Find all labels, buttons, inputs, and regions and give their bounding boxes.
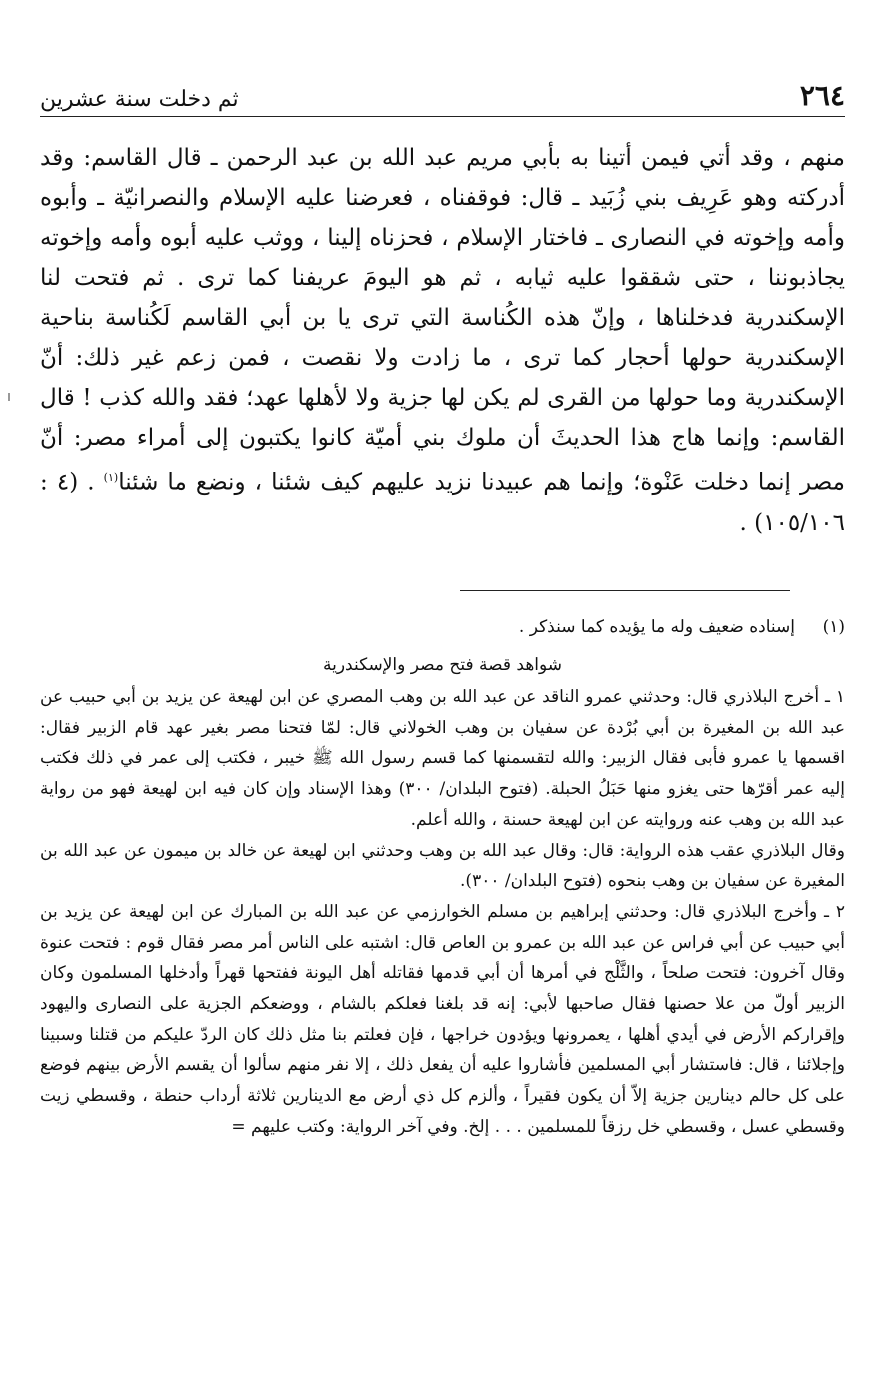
footnote-reference: (١) bbox=[103, 471, 119, 484]
footnote-mark: (١) bbox=[822, 617, 845, 637]
note-paragraph-2: وقال البلاذري عقب هذه الرواية: قال: وقال عبد الله بن وهب وحدثني ابن لهيعة عن خالد بن ميمون عن عبد الله بن المغيرة عن سفيان بن وهب بنحوه (فتوح البلدان/ ٣٠٠). bbox=[40, 840, 845, 892]
footnotes-area bbox=[40, 612, 845, 1143]
footnote-separator bbox=[460, 590, 790, 591]
note-paragraph-1: ١ ـ أخرج البلاذري قال: وحدثني عمرو الناقد عن عبد الله بن وهب المصري عن ابن لهيعة عن يزيد بن أبي حبيب عن عبد الله بن المغيرة بن أبي بُرْدة عن سفيان بن وهب الخولاني قال: لمّا فتحنا مصر بغير عهد قام الزبير فقال: اقسمها يا عمرو فأبى فقال الزبير: والله لتقسمنها كما قسم رسول الله ﷺ خيبر ، فكتب إلى عمر في ذلك فكتب إليه عمر أقرّها حتى يغزو منها حَبَلُ الحبلة. (فتوح البلدان/ ٣٠٠) وهذا الإسناد وإن كان فيه ابن لهيعة فهو من رواية عبد الله بن وهب عنه وروايته عن ابن لهيعة حسنة ، والله أعلم. bbox=[40, 687, 846, 830]
citation: . (٤ : ١٠٥/١٠٦) . bbox=[40, 469, 845, 536]
footnote-text: إسناده ضعيف وله ما يؤيده كما سنذكر . bbox=[518, 617, 795, 637]
footnote bbox=[40, 612, 845, 642]
main-text bbox=[40, 138, 845, 543]
page-header bbox=[40, 72, 845, 117]
running-title: ثم دخلت سنة عشرين bbox=[40, 87, 239, 112]
page-number: ٢٦٤ bbox=[799, 79, 845, 112]
section-title: شواهد قصة فتح مصر والإسكندرية bbox=[322, 655, 563, 675]
main-paragraph-text: منهم ، وقد أتي فيمن أتينا به بأبي مريم عبد الله بن عبد الرحمن ـ قال القاسم: وقد أدركته وهو عَرِيف بني زُبَيد ـ قال: فوقفناه ، فعرضنا عليه الإسلام والنصرانيّة ـ وأبوه وأمه وإخوته في النصارى ـ فاختار الإسلام ، فحزناه إلينا ، ووثب عليه أبوه وأمه وإخوته يجاذبوننا ، حتى شققوا عليه ثيابه ، ثم هو اليومَ عريفنا كما ترى . ثم فتحت لنا الإسكندرية فدخلناها ، وإنّ هذه الكُناسة التي ترى يا بن أبي القاسم لَكُناسة بناحية الإسكندرية حولها أحجار كما ترى ، ما زادت ولا نقصت ، فمن زعم غير ذلك: أنّ الإسكندرية وما حولها من القرى لم يكن لها جزية ولا لأهلها عهد؛ فقد والله كذب ! قال القاسم: وإنما هاج هذا الحديثَ أن ملوك بني أميّة كانوا يكتبون إلى أمراء مصر: أنّ مصر إنما دخلت عَنْوة؛ وإنما هم عبيدنا نزيد عليهم كيف شئنا ، ونضع ما شئنا bbox=[40, 145, 845, 496]
note-paragraph-3: ٢ ـ وأخرج البلاذري قال: وحدثني إبراهيم بن مسلم الخوارزمي عن عبد الله بن المبارك عن ابن لهيعة عن يزيد بن أبي حبيب عن أبي فراس عن عبد الله بن عمرو بن العاص قال: اشتبه على الناس أمر مصر فقال قوم : فتحت عنوة وقال آخرون: فتحت صلحاً ، والثَّلْج في أمرها أن أبي قدمها فقاتله أهل اليونة ففتحها قهراً وأدخلها المسلمون وكان الزبير أولّ من علا حصنها فقال صاحبها لأبي: إنه قد بلغنا فعلكم بالشام ، ووضعكم الجزية على النصارى واليهود وإقراركم الأرض في أيدي أهلها ، يعمرونها ويؤدون خراجها ، فإن فعلتم بنا مثل ذلك كان الردّ عليكم من قتلنا وسبينا وإجلائنا ، قال: فاستشار أبي المسلمين فأشاروا عليه أن يفعل ذلك ، إلا نفر منهم سألوا أن يقسم الأرض بينهم فوضع على كل حالم دينارين جزية إلاّ أن يكون فقيراً ، وألزم كل ذي أرض مع الدينارين ثلاثة أرداب حنطة ، وقسطي زيت وقسطي عسل ، وقسطي خل رزقاً للمسلمين . . . إلخ. وفي آخر الرواية: وكتب عليهم = bbox=[40, 901, 846, 1137]
margin-mark bbox=[8, 393, 10, 401]
main-paragraph bbox=[40, 138, 845, 543]
